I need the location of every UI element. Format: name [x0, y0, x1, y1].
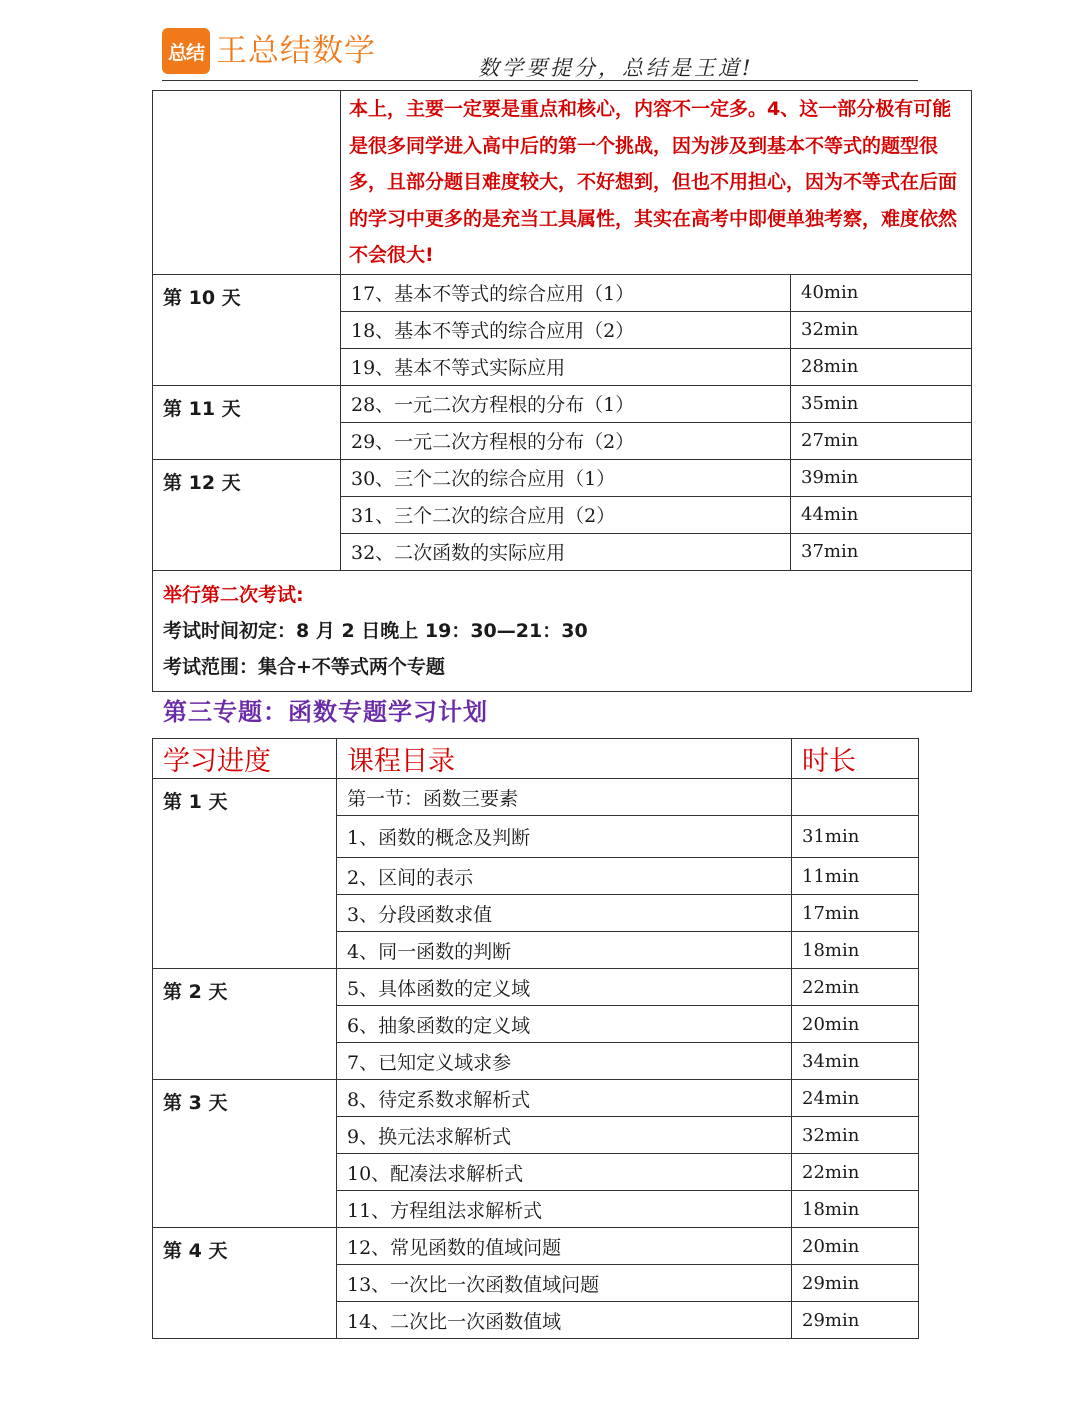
- exam-row: [153, 570, 972, 691]
- lesson-duration: 24min: [792, 1080, 919, 1117]
- lesson-title: 4、同一函数的判断: [337, 932, 792, 969]
- plan-table-functions: [152, 738, 919, 1339]
- lesson-title: 2、区间的表示: [337, 858, 792, 895]
- lesson-duration: 28min: [791, 348, 972, 385]
- lesson-title: 30、三个二次的综合应用（1）: [341, 459, 791, 496]
- lesson-title: 32、二次函数的实际应用: [341, 533, 791, 570]
- lesson-duration: 32min: [792, 1117, 919, 1154]
- day-label: 第 4 天: [153, 1228, 337, 1339]
- table-row: [153, 969, 919, 1006]
- lesson-title: 18、基本不等式的综合应用（2）: [341, 311, 791, 348]
- lesson-title: 14、二次比一次函数值域: [337, 1302, 792, 1339]
- lesson-duration: 20min: [792, 1228, 919, 1265]
- lesson-duration: 37min: [791, 533, 972, 570]
- lesson-duration: 22min: [792, 969, 919, 1006]
- lesson-title: 13、一次比一次函数值域问题: [337, 1265, 792, 1302]
- lesson-title: 10、配凑法求解析式: [337, 1154, 792, 1191]
- table-row: [153, 459, 972, 496]
- lesson-title: 第一节：函数三要素: [337, 779, 792, 816]
- lesson-title: 29、一元二次方程根的分布（2）: [341, 422, 791, 459]
- day-label: 第 2 天: [153, 969, 337, 1080]
- section-title: 第三专题：函数专题学习计划: [163, 698, 488, 726]
- day-label: 第 12 天: [153, 459, 341, 570]
- plan-table-inequalities: [152, 90, 972, 692]
- lesson-title: 12、常见函数的值域问题: [337, 1228, 792, 1265]
- lesson-title: 31、三个二次的综合应用（2）: [341, 496, 791, 533]
- lesson-duration: 29min: [792, 1265, 919, 1302]
- slogan: 数学要提分，总结是王道!: [478, 56, 754, 80]
- lesson-duration: 35min: [791, 385, 972, 422]
- table-row: [153, 1228, 919, 1265]
- table-row: [153, 779, 919, 816]
- brand-name: 王总结数学: [216, 33, 376, 69]
- lesson-title: 1、函数的概念及判断: [337, 816, 792, 858]
- lesson-duration: 39min: [791, 459, 972, 496]
- exam-title: 举行第二次考试:: [163, 583, 304, 606]
- lesson-duration: 31min: [792, 816, 919, 858]
- exam-cell: [153, 570, 972, 691]
- day-label: 第 11 天: [153, 385, 341, 459]
- lesson-duration: 34min: [792, 1043, 919, 1080]
- logo-icon: 总结: [162, 28, 210, 74]
- lesson-title: 6、抽象函数的定义域: [337, 1006, 792, 1043]
- lesson-duration: 11min: [792, 858, 919, 895]
- table-header-row: [153, 739, 919, 779]
- table-row: [153, 385, 972, 422]
- lesson-duration: 32min: [791, 311, 972, 348]
- table-row: [153, 1080, 919, 1117]
- note-row: [153, 91, 972, 275]
- lesson-title: 7、已知定义域求参: [337, 1043, 792, 1080]
- lesson-duration: 18min: [792, 932, 919, 969]
- lesson-duration: 29min: [792, 1302, 919, 1339]
- lesson-title: 11、方程组法求解析式: [337, 1191, 792, 1228]
- lesson-title: 5、具体函数的定义域: [337, 969, 792, 1006]
- lesson-title: 17、基本不等式的综合应用（1）: [341, 274, 791, 311]
- lesson-duration: 20min: [792, 1006, 919, 1043]
- day-label: 第 3 天: [153, 1080, 337, 1228]
- table-row: [153, 274, 972, 311]
- lesson-duration: 27min: [791, 422, 972, 459]
- header-catalog: 课程目录: [337, 739, 792, 779]
- lesson-title: 8、待定系数求解析式: [337, 1080, 792, 1117]
- header-progress: 学习进度: [153, 739, 337, 779]
- lesson-title: 9、换元法求解析式: [337, 1117, 792, 1154]
- lesson-duration: 17min: [792, 895, 919, 932]
- note-text: 本上，主要一定要是重点和核心，内容不一定多。4、这一部分极有可能是很多同学进入高中后的第一个挑战，因为涉及到基本不等式的题型很多，且部分题目难度较大，不好想到，但也不用担心，因为不等式在后面的学习中更多的是充当工具属性，其实在高考中即便单独考察，难度依然不会很大!: [341, 91, 972, 275]
- exam-time: 考试时间初定：8 月 2 日晚上 19：30—21：30: [163, 619, 588, 642]
- lesson-title: 19、基本不等式实际应用: [341, 348, 791, 385]
- header-duration: 时长: [792, 739, 919, 779]
- lesson-duration: [792, 779, 919, 816]
- lesson-duration: 18min: [792, 1191, 919, 1228]
- day-label: 第 10 天: [153, 274, 341, 385]
- lesson-duration: 44min: [791, 496, 972, 533]
- lesson-title: 3、分段函数求值: [337, 895, 792, 932]
- lesson-title: 28、一元二次方程根的分布（1）: [341, 385, 791, 422]
- day-label: 第 1 天: [153, 779, 337, 969]
- note-day-cell: [153, 91, 341, 275]
- exam-scope: 考试范围：集合+不等式两个专题: [163, 655, 445, 678]
- lesson-duration: 22min: [792, 1154, 919, 1191]
- header-divider: [162, 80, 918, 81]
- lesson-duration: 40min: [791, 274, 972, 311]
